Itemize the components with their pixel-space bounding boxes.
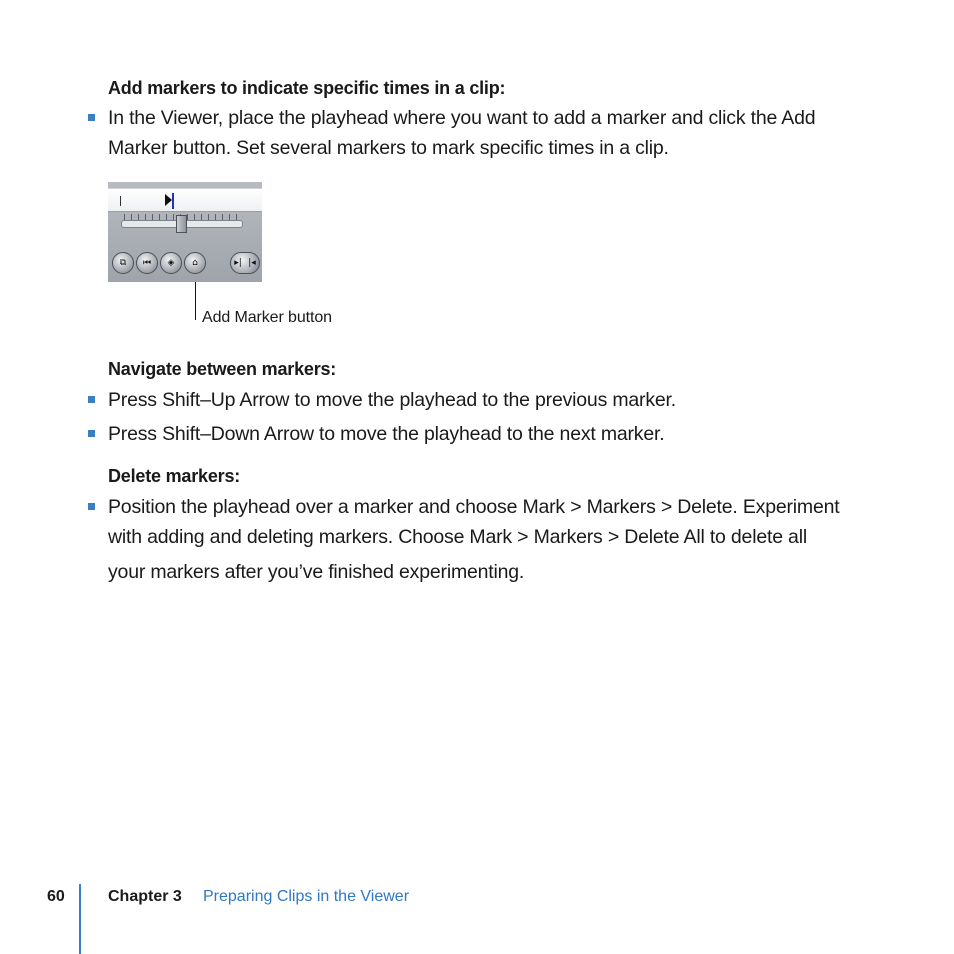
callout-add-marker-button: Add Marker button [202, 309, 332, 326]
footer-chapter-title-link[interactable]: Preparing Clips in the Viewer [203, 888, 410, 905]
transport-button-row [108, 250, 262, 278]
scrubber-bar [108, 188, 262, 212]
shuttle-slider-thumb [176, 215, 187, 233]
text-line: In the Viewer, place the playhead where you want to add a marker and click the Add [108, 107, 816, 129]
footer-divider [79, 884, 81, 954]
page-number: 60 [47, 888, 65, 905]
bullet-icon [88, 396, 95, 403]
marker-tick [120, 196, 121, 206]
text-line: with adding and deleting markers. Choose Mark > Markers > Delete All to delete all [108, 526, 807, 548]
paragraph-next-marker: Press Shift–Down Arrow to move the playhead to the next marker. [108, 423, 665, 445]
footer-chapter-label: Chapter 3 [108, 888, 182, 905]
viewer-controls-screenshot [108, 182, 262, 282]
playhead-line [172, 193, 174, 209]
bullet-icon [88, 503, 95, 510]
callout-line [195, 282, 196, 320]
match-frame-icon: ⧉ [112, 252, 134, 274]
add-marker-icon: ⌂ [184, 252, 206, 274]
paragraph-delete-markers [108, 492, 898, 587]
paragraph-previous-marker: Press Shift–Up Arrow to move the playhead to the previous marker. [108, 389, 676, 411]
paragraph-add-marker [108, 103, 898, 163]
heading-navigate-markers: Navigate between markers: [108, 359, 337, 379]
text-line: Marker button. Set several markers to mark specific times in a clip. [108, 137, 669, 159]
bullet-icon [88, 430, 95, 437]
heading-delete-markers: Delete markers: [108, 466, 241, 486]
playhead-icon [165, 194, 172, 206]
previous-edit-icon: ⏮ [136, 252, 158, 274]
heading-add-markers: Add markers to indicate specific times in a clip: [108, 78, 506, 98]
text-line: Position the playhead over a marker and choose Mark > Markers > Delete. Experiment [108, 496, 840, 518]
bullet-icon [88, 114, 95, 121]
mark-in-out-icon: ▸| |◂ [230, 252, 260, 274]
mark-clip-icon: ◈ [160, 252, 182, 274]
text-line: your markers after you’ve finished experimenting. [108, 561, 525, 583]
